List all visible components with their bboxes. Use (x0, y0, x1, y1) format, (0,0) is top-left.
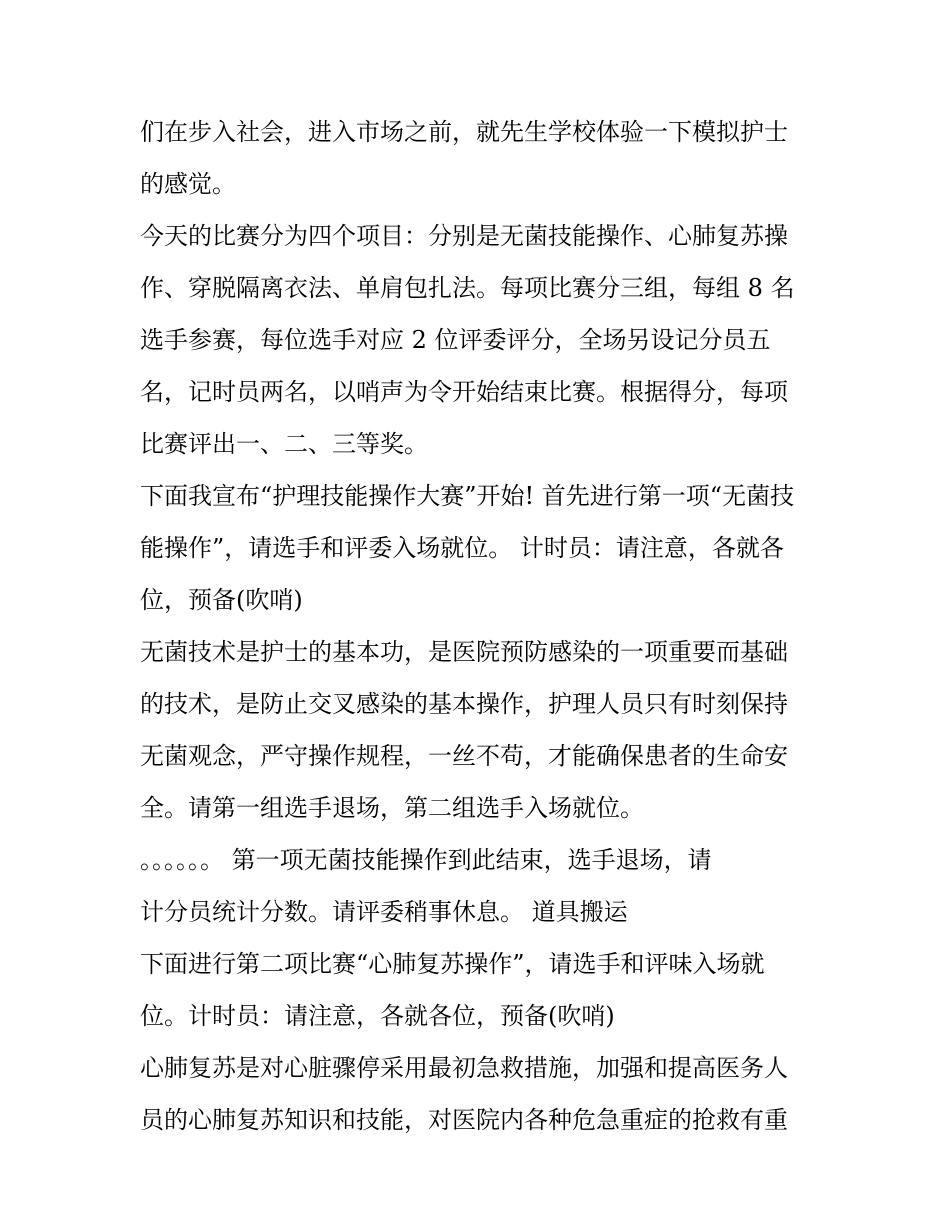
text-line: 位，预备(吹哨) (140, 586, 303, 614)
text-line: 的技术，是防止交叉感染的基本操作，护理人员只有时刻保持 (140, 690, 788, 718)
paragraph-item-two-start (140, 938, 815, 1042)
text-line: 比赛评出一、二、三等奖。 (140, 430, 428, 458)
paragraph-announce-start (140, 470, 815, 626)
text-line: 员的心肺复苏知识和技能，对医院内各种危急重症的抢救有重 (140, 1106, 788, 1134)
text-line: 无菌观念，严守操作规程，一丝不苟，才能确保患者的生命安 (140, 742, 788, 770)
paragraph-item-one-end (140, 834, 815, 938)
document-body (140, 106, 815, 1146)
text-line: 名，记时员两名，以哨声为令开始结束比赛。根据得分，每项 (140, 378, 788, 406)
text-line: 选手参赛，每位选手对应 2 位评委评分，全场另设记分员五 (140, 326, 771, 354)
text-line: 心肺复苏是对心脏骤停采用最初急救措施，加强和提高医务人 (140, 1054, 788, 1082)
text-line: 下面我宣布“护理技能操作大赛”开始! 首先进行第一项“无菌技 (140, 482, 795, 510)
text-line: 全。请第一组选手退场，第二组选手入场就位。 (140, 794, 644, 822)
paragraph-aseptic-technique (140, 626, 815, 834)
text-line: 位。计时员：请注意，各就各位，预备(吹哨) (140, 1002, 615, 1030)
text-line: 们在步入社会，进入市场之前，就先生学校体验一下模拟护士 (140, 118, 788, 146)
text-line: 计分员统计分数。请评委稍事休息。 道具搬运 (140, 898, 628, 926)
text-line: 无菌技术是护士的基本功，是医院预防感染的一项重要而基础 (140, 638, 788, 666)
paragraph-intro-continuation (140, 106, 815, 210)
paragraph-competition-items (140, 210, 815, 470)
text-line: 下面进行第二项比赛“心肺复苏操作”，请选手和评味入场就 (140, 950, 765, 978)
text-line: 今天的比赛分为四个项目：分别是无菌技能操作、心肺复苏操 (140, 222, 788, 250)
text-line: 能操作”，请选手和评委入场就位。 计时员：请注意，各就各 (140, 534, 784, 562)
text-line: 。。。。。。 第一项无菌技能操作到此结束，选手退场，请 (140, 846, 712, 874)
text-line: 作、穿脱隔离衣法、单肩包扎法。每项比赛分三组，每组 8 名 (140, 274, 795, 302)
paragraph-cpr-intro (140, 1042, 815, 1146)
text-line: 的感觉。 (140, 170, 236, 198)
